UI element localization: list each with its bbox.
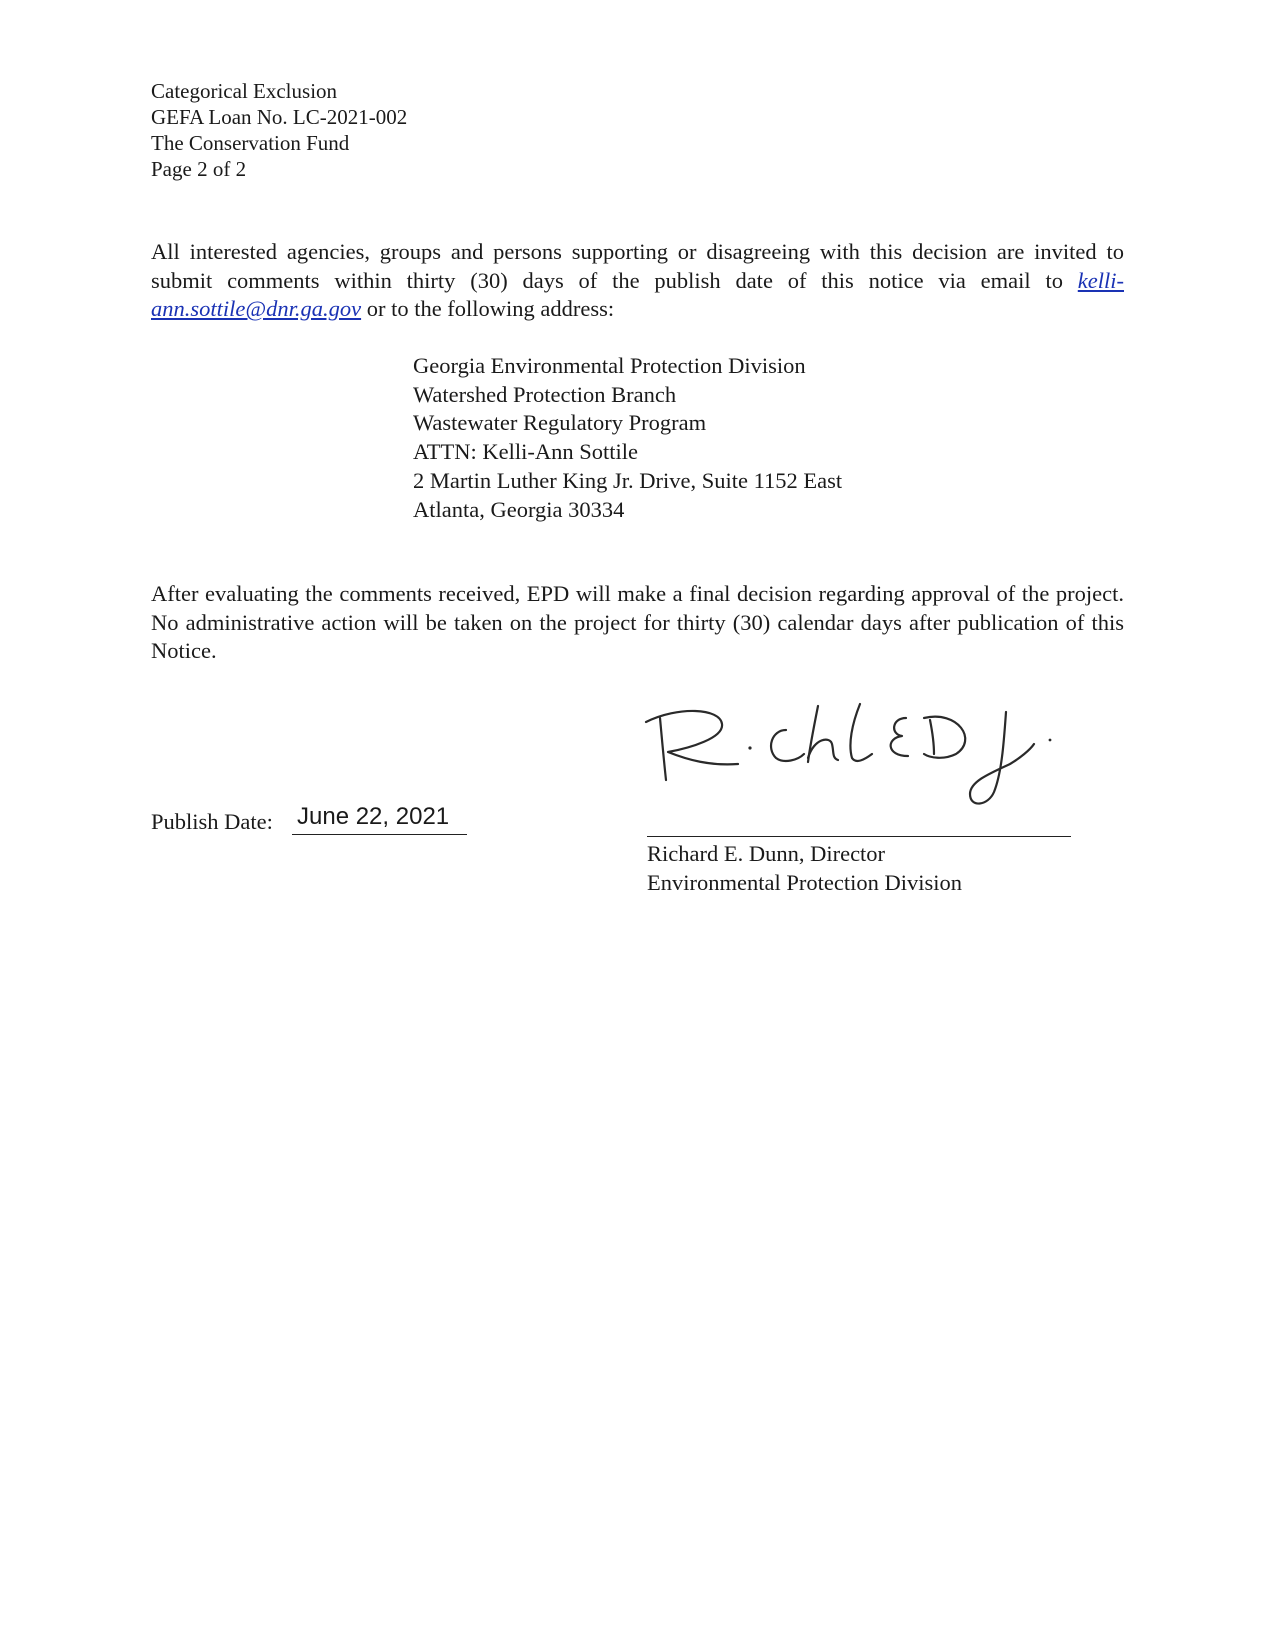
- publish-date-label: Publish Date:: [151, 809, 273, 834]
- signer-block: [647, 840, 962, 897]
- address-line-division: Georgia Environmental Protection Division: [413, 353, 806, 378]
- contact-email-link[interactable]: kelli-ann.sottile@dnr.ga.gov: [151, 267, 1124, 321]
- mailing-address: [413, 352, 842, 524]
- address-line-program: Wastewater Regulatory Program: [413, 410, 707, 436]
- address-line-branch: Watershed Protection Branch: [413, 381, 677, 407]
- address-line-street: 2 Martin Luther King Jr. Drive, Suite 1152 East: [413, 467, 843, 493]
- header-page-number: Page 2 of 2: [151, 157, 247, 181]
- comment-invitation-paragraph: [151, 238, 1124, 324]
- address-line-attention: ATTN: Kelli-Ann Sottile: [413, 439, 638, 465]
- signer-name-title: Richard E. Dunn, Director: [647, 841, 886, 866]
- publish-date-field: June 22, 2021: [292, 803, 467, 835]
- header-document-type: Categorical Exclusion: [151, 79, 338, 103]
- comment-invitation-text: All interested agencies, groups and persons supporting or disagreeing with this decision are invited to submit comments within thirty (30) days of the publish date of this notice via email to: [151, 239, 1124, 293]
- final-decision-paragraph: After evaluating the comments received, EPD will make a final decision regarding approval of the project. No administrative action will be taken on the project for thirty (30) calendar days after publication of this Notice.: [151, 581, 1124, 663]
- header-loan-number: GEFA Loan No. LC-2021-002: [151, 105, 408, 129]
- address-line-city: Atlanta, Georgia 30334: [413, 496, 625, 522]
- comment-invitation-text-end: or to the following address:: [361, 296, 615, 321]
- signature-icon: [638, 700, 1078, 820]
- signer-division: Environmental Protection Division: [647, 869, 962, 895]
- header-organization: The Conservation Fund: [151, 131, 350, 155]
- document-header: [151, 78, 407, 182]
- signature-line: [647, 836, 1071, 837]
